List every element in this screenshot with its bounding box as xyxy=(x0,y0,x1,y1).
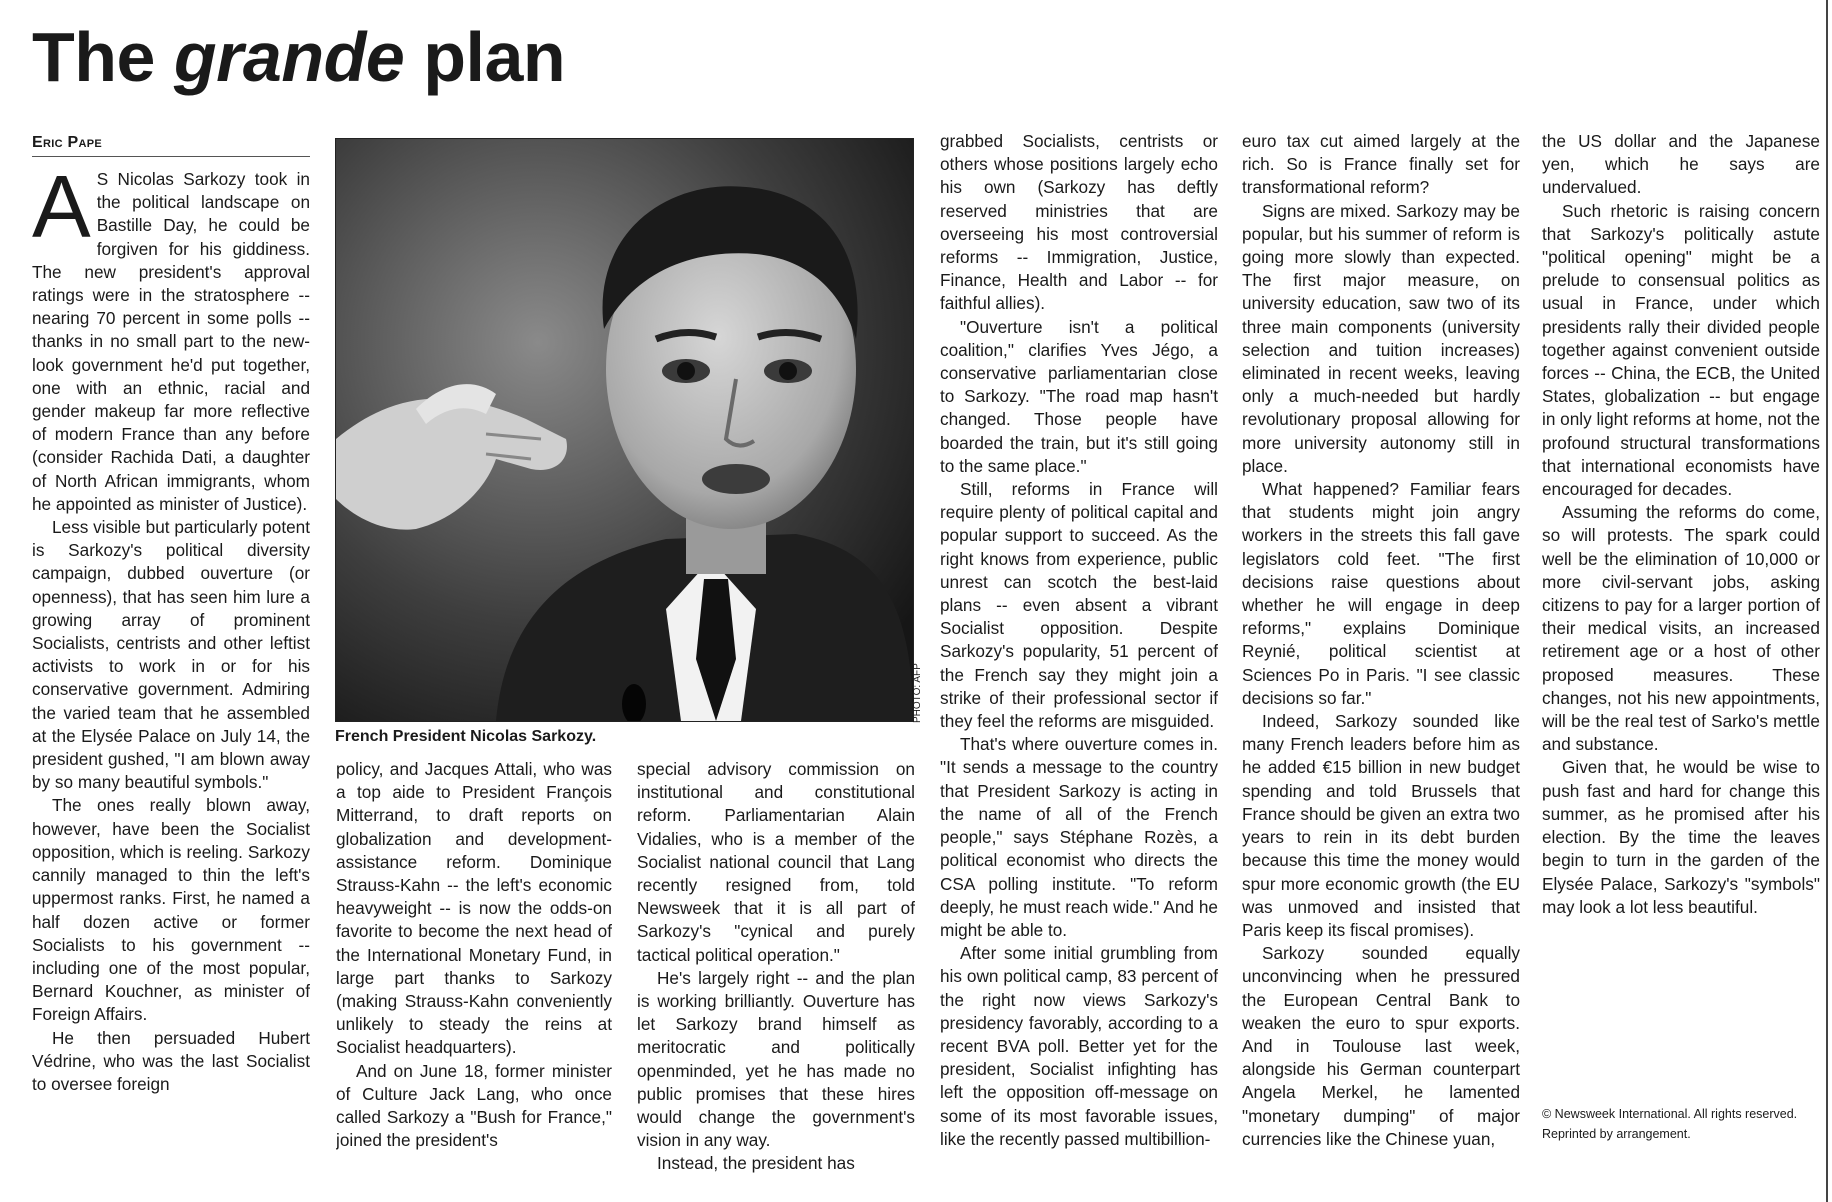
drop-cap: A xyxy=(32,168,91,256)
paragraph: Indeed, Sarkozy sounded like many French leaders before him as he added €15 billion in new budget spending and told Brussels that France should be given an extra two years to rein in its debt burden because this time the money would spur more economic growth (the EU was unmoved and insisted that Paris keep its fiscal promises). xyxy=(1242,711,1520,940)
page-edge-rule xyxy=(1826,0,1828,1202)
paragraph: He's largely right -- and the plan is working brilliantly. Ouverture has let Sarkozy brand himself as meritocratic and politically openminded, yet he has made no public promises that these hires would change the government's vision in any way. xyxy=(637,967,915,1151)
copyright-line: Reprinted by arrangement. xyxy=(1542,1127,1691,1141)
headline-italic: grande xyxy=(173,18,405,96)
paragraph: special advisory commission on institutional and constitutional reform. Parliamentarian Alain Vidalies, who is a member of the Socialist national council that Lang recently resigned from, told Newsweek that it is all part of Sarkozy's "cynical and purely tactical political operation." xyxy=(637,759,915,965)
paragraph: policy, and Jacques Attali, who was a top aide to President François Mitterrand, to draft reports on globalization and development-assistance reform. Dominique Strauss-Kahn -- the left's economic heavyweight -- is now the odds-on favorite to become the next head of the International Monetary Fund, in large part thanks to Sarkozy (making Strauss-Kahn conveniently unlikely to steady the reins at Socialist headquarters). xyxy=(336,759,612,1058)
paragraph: He then persuaded Hubert Védrine, who was the last Socialist to oversee foreign xyxy=(32,1027,310,1094)
byline: Eric Pape xyxy=(32,132,310,157)
sarkozy-photo xyxy=(335,138,914,722)
column-2 xyxy=(336,758,612,1198)
paragraph: Instead, the president has xyxy=(657,1153,855,1174)
column-4 xyxy=(940,130,1218,1198)
paragraph: Assuming the reforms do come, so will protests. The spark could well be the elimination of 10,000 or more civil-servant jobs, asking citizens to pay for a larger portion of their medical visits, an increased retirement age or a host of other proposed measures. These changes, not his new appointments, will be the real test of Sarko's mettle and substance. xyxy=(1542,502,1820,755)
paragraph: Given that, he would be wise to push fast and hard for change this summer, as he promised after his election. By the time the leaves begin to turn in the garden of the Elysée Palace, Sarkozy's "symbols" may look a lot less beautiful. xyxy=(1542,757,1820,917)
column-1 xyxy=(32,168,310,1198)
paragraph: grabbed Socialists, centrists or others whose positions largely echo his own (Sarkozy has deftly reserved ministries that are overseeing his most controversial reforms -- Immigration, Justice, Finance, Health and Labor -- for faithful allies). xyxy=(940,131,1218,314)
column-3 xyxy=(637,758,915,1198)
copyright-notice xyxy=(1542,1104,1827,1144)
paragraph: After some initial grumbling from his own political camp, 83 percent of the right now views Sarkozy's presidency favorably, according to a recent BVA poll. Better yet for the president, Socialist infighting has left the opposition off-message on some of its most favorable issues, like the recently passed multibillion- xyxy=(940,943,1218,1149)
paragraph: And on June 18, former minister of Culture Jack Lang, who once called Sarkozy a "Bush for France," joined the president's xyxy=(336,1060,612,1151)
paragraph: Less visible but particularly potent is Sarkozy's political diversity campaign, dubbed ouverture (or openness), that has seen him lure a growing array of prominent Socialists, centrists and other leftist activists to work in or for his conservative government. Admiring the varied team that he assembled at the Elysée Palace on July 14, the president gushed, "I am blown away by so many beautiful symbols." xyxy=(32,517,310,793)
headline-post: plan xyxy=(404,18,566,96)
paragraph: Such rhetoric is raising concern that Sarkozy's politically astute "political opening" might be a prelude to consensual politics as usual in France, under which presidents rally their divided people together against convenient outside forces -- China, the ECB, the United States, globalization -- but engage in only light reforms at home, not the profound structural transformations that international economists have encouraged for decades. xyxy=(1542,200,1820,500)
paragraph: The ones really blown away, however, have been the Socialist opposition, which is reeling. Sarkozy cannily managed to thin the left's uppermost ranks. First, he named a half dozen active or former Socialists to his government -- including one of the most popular, Bernard Kouchner, as minister of Foreign Affairs. xyxy=(32,795,310,1025)
portrait-illustration xyxy=(336,139,913,721)
column-5 xyxy=(1242,130,1520,1198)
headline xyxy=(32,14,565,100)
paragraph: "Ouverture isn't a political coalition," clarifies Yves Jégo, a conservative parliamentarian close to Sarkozy. "The road map hasn't changed. Those people have boarded the train, but it's still going to the same place." xyxy=(940,316,1218,476)
paragraph: the US dollar and the Japanese yen, which he says are undervalued. xyxy=(1542,131,1820,198)
paragraph: That's where ouverture comes in. "It sends a message to the country that President Sarkozy is acting in the name of all of the French people," says Stéphane Rozès, a political economist who directs the CSA polling institute. "To reform deeply, he must reach wide." And he might be able to. xyxy=(940,734,1218,940)
paragraph: Signs are mixed. Sarkozy may be popular, but his summer of reform is going more slowly than expected. The first major measure, on university education, saw two of its three main components (university selection and tuition increases) eliminated in recent weeks, leaving only a much-needed but hardly revolutionary proposal allowing for more university autonomy still in place. xyxy=(1242,200,1520,476)
photo-caption: French President Nicolas Sarkozy. xyxy=(335,728,597,745)
column-6 xyxy=(1542,130,1820,1090)
paragraph: Still, reforms in France will require plenty of political capital and popular support to succeed. As the right knows from experience, public unrest can scotch the best-laid plans -- even absent a vibrant Socialist opposition. Despite Sarkozy's popularity, 51 percent of the French say they might join a strike of their professional sector if they feel the reforms are misguided. xyxy=(940,479,1218,732)
paragraph-text: S Nicolas Sarkozy took in the political landscape on Bastille Day, he could be forgiven for his giddiness. The new president's approval ratings were in the stratosphere -- nearing 70 percent in some polls -- thanks in no small part to the new-look government he'd put together, one with an ethnic, racial and gender makeup far more reflective of modern France than any before (consider Rachida Dati, a daughter of North African immigrants, whom he appointed as minister of Justice). xyxy=(32,169,310,514)
paragraph xyxy=(32,168,310,516)
paragraph: euro tax cut aimed largely at the rich. So is France finally set for transformational reform? xyxy=(1242,131,1520,198)
paragraph: What happened? Familiar fears that students might join angry workers in the streets this fall gave legislators cold feet. "The first decisions raise questions about whether he will engage in deep reforms," explains Dominique Reynié, political scientist at Sciences Po in Paris. "I see classic decisions so far." xyxy=(1242,479,1520,708)
photo-credit: PHOTO: AFP xyxy=(912,663,923,723)
copyright-line: © Newsweek International. All rights reserved. xyxy=(1542,1107,1798,1121)
headline-pre: The xyxy=(32,18,174,96)
paragraph: Sarkozy sounded equally unconvincing when he pressured the European Central Bank to weaken the euro to spur exports. And in Toulouse last week, alongside his German counterpart Angela Merkel, he lamented "monetary dumping" of major currencies like the Chinese yuan, xyxy=(1242,943,1520,1149)
